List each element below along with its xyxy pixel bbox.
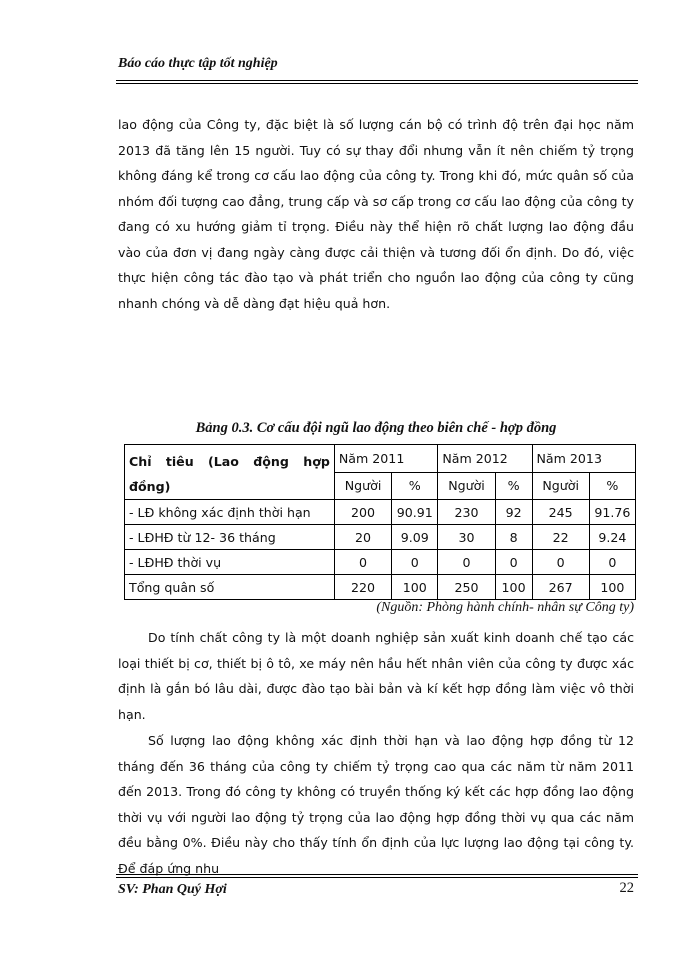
footer-student-name: SV: Phan Quý Hợi xyxy=(118,882,227,897)
cell-value: 220 xyxy=(334,575,391,600)
cell-value: 100 xyxy=(589,575,635,600)
paragraph-1: lao động của Công ty, đặc biệt là số lượng cán bộ có trình độ trên đại học năm 2013 đã tăng lên 15 người. Tuy có sự thay đổi nhưng vẫn ít nên chiếm tỷ trọng không đáng kể trong cơ cấu lao động của công ty. Trong khi đó, mức quân số của nhóm đối tượng cao đẳng, trung cấp và sơ cấp trong cơ cấu lao động của công ty đang có xu hướng giảm tỉ trọng. Điều này thể hiện rõ chất lượng lao động đầu vào của đơn vị đang ngày càng được cải thiện và tương đối ổn định. Do đó, việc thực hiện công tác đào tạo và phát triển cho nguồn lao động của công ty cũng nhanh chóng và dễ dàng đạt hiệu quả hơn. xyxy=(118,117,634,311)
cell-value: 0 xyxy=(589,550,635,575)
percent-header: % xyxy=(392,472,438,500)
cell-value: 200 xyxy=(334,500,391,525)
cell-value: 0 xyxy=(392,550,438,575)
header-rule-thin xyxy=(116,83,638,84)
cell-value: 91.76 xyxy=(589,500,635,525)
cell-value: 30 xyxy=(438,525,495,550)
labor-structure-table xyxy=(124,444,636,600)
row-label: - LĐ không xác định thời hạn xyxy=(125,500,335,525)
indicator-header: Chỉ tiêu (Lao động hợp đồng) xyxy=(125,445,335,500)
cell-value: 245 xyxy=(532,500,589,525)
cell-value: 22 xyxy=(532,525,589,550)
people-header: Người xyxy=(438,472,495,500)
table-total-row xyxy=(125,575,636,600)
percent-header: % xyxy=(495,472,532,500)
page-header-title: Báo cáo thực tập tốt nghiệp xyxy=(118,56,278,71)
cell-value: 100 xyxy=(392,575,438,600)
cell-value: 9.09 xyxy=(392,525,438,550)
table-row xyxy=(125,500,636,525)
cell-value: 0 xyxy=(495,550,532,575)
row-label: - LĐHĐ từ 12- 36 tháng xyxy=(125,525,335,550)
cell-value: 20 xyxy=(334,525,391,550)
cell-value: 230 xyxy=(438,500,495,525)
year-2011-header: Năm 2011 xyxy=(334,445,437,473)
row-label: - LĐHĐ thời vụ xyxy=(125,550,335,575)
cell-value: 100 xyxy=(495,575,532,600)
table-row xyxy=(125,550,636,575)
table-caption: Bảng 0.3. Cơ cấu đội ngũ lao động theo biên chế - hợp đồng xyxy=(195,420,557,436)
table-source: (Nguồn: Phòng hành chính- nhân sự Công ty) xyxy=(376,600,634,615)
cell-value: 250 xyxy=(438,575,495,600)
people-header: Người xyxy=(532,472,589,500)
paragraph-3: Số lượng lao động không xác định thời hạn và lao động hợp đồng từ 12 tháng đến 36 tháng của công ty chiếm tỷ trọng cao qua các năm từ năm 2011 đến 2013. Trong đó công ty không có truyền thống ký kết các hợp đồng lao động thời vụ với người lao động tỷ trọng của lao động hợp đồng thời vụ qua các năm đều bằng 0%. Điều này cho thấy tính ổn định của lực lượng lao động tại công ty. Để đáp ứng nhu xyxy=(118,733,634,876)
cell-value: 9.24 xyxy=(589,525,635,550)
row-label: Tổng quân số xyxy=(125,575,335,600)
cell-value: 0 xyxy=(532,550,589,575)
cell-value: 90.91 xyxy=(392,500,438,525)
people-header: Người xyxy=(334,472,391,500)
paragraph-2: Do tính chất công ty là một doanh nghiệp sản xuất kinh doanh chế tạo các loại thiết bị cơ, thiết bị ô tô, xe máy nên hầu hết nhân viên của công ty được xác định là gắn bó lâu dài, được đào tạo bài bản và kí kết hợp đồng làm việc vô thời hạn. xyxy=(118,630,634,722)
year-2012-header: Năm 2012 xyxy=(438,445,532,473)
cell-value: 8 xyxy=(495,525,532,550)
cell-value: 92 xyxy=(495,500,532,525)
footer-rule-thin xyxy=(116,874,638,875)
cell-value: 0 xyxy=(334,550,391,575)
page-number: 22 xyxy=(619,880,634,896)
header-rule xyxy=(116,80,638,81)
table-header-row xyxy=(125,445,636,473)
cell-value: 0 xyxy=(438,550,495,575)
year-2013-header: Năm 2013 xyxy=(532,445,636,473)
percent-header: % xyxy=(589,472,635,500)
table-row xyxy=(125,525,636,550)
footer-rule xyxy=(116,877,638,878)
cell-value: 267 xyxy=(532,575,589,600)
